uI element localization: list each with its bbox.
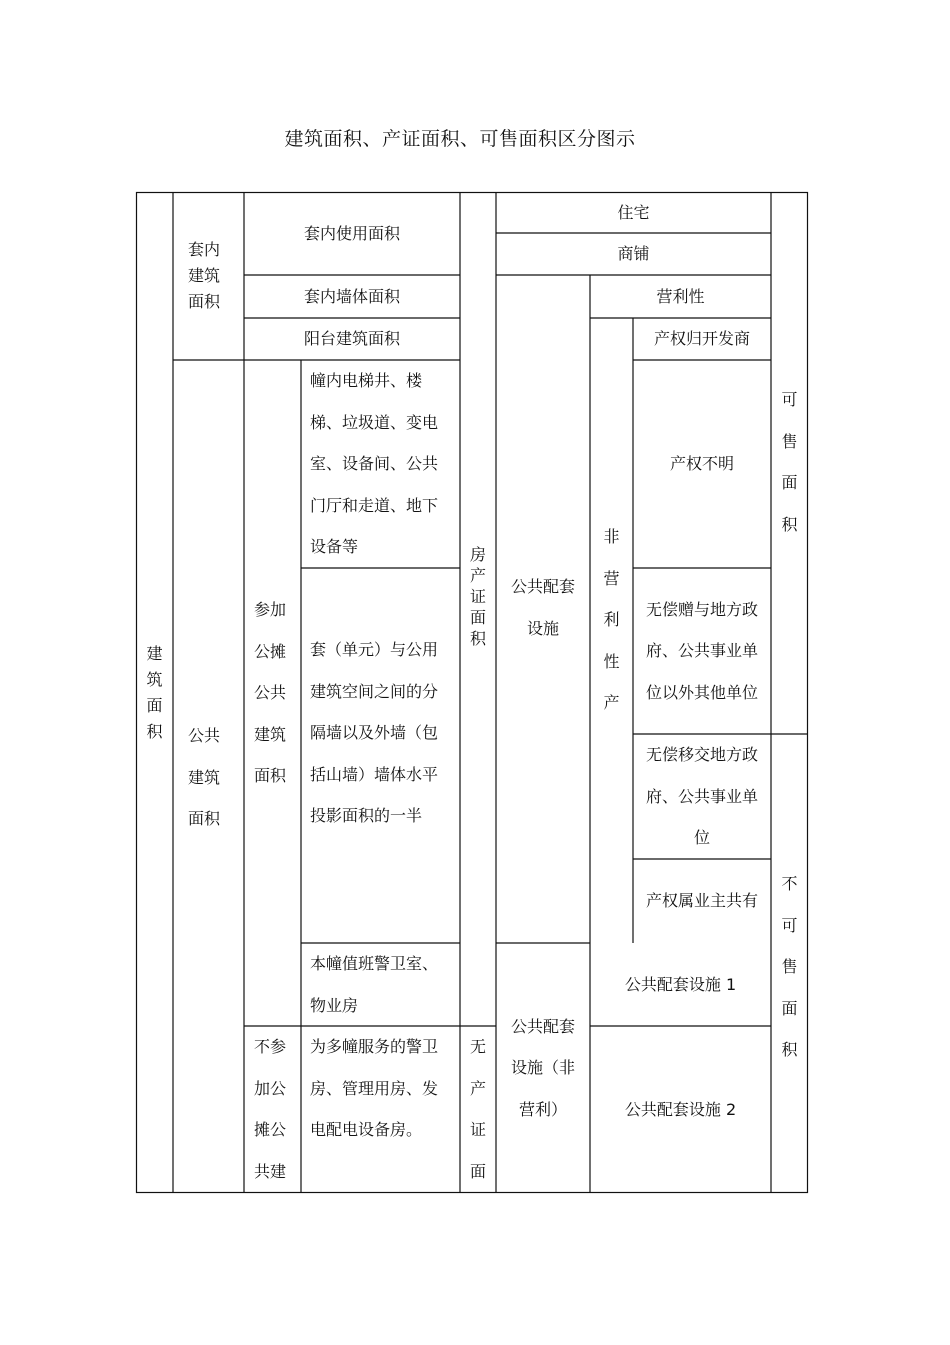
cell-saleable-area: 可售面积 — [781, 390, 798, 534]
cell-non-profit: 非营利性产 — [603, 527, 620, 713]
cell-owned-by-developer: 产权归开发商 — [653, 329, 750, 349]
cell-unit-building-area: 套内建筑面积 — [187, 240, 220, 311]
cell-balcony-area: 阳台建筑面积 — [303, 329, 400, 349]
page-title: 建筑面积、产证面积、可售面积区分图示 — [284, 128, 636, 150]
cell-public-facilities-1: 公共配套设施 1 — [624, 974, 737, 994]
cell-unit-usable-area: 套内使用面积 — [303, 223, 400, 243]
cell-property-certificate-area: 房产证面积 — [469, 545, 486, 648]
cell-owners-shared: 产权属业主共有 — [646, 891, 759, 911]
cell-multi-building-service: 为多幢服务的警卫房、管理用房、发电配电设备房。 — [310, 1037, 439, 1140]
cell-shops: 商铺 — [617, 244, 650, 264]
cell-public-supporting-facilities: 公共配套设施 — [510, 577, 575, 638]
cell-for-profit: 营利性 — [656, 286, 705, 306]
cell-partition-wall-half: 套（单元）与公用建筑空间之间的分隔墙以及外墙（包括山墙）墙体水平投影面积的一半 — [310, 640, 439, 826]
cell-unit-wall-area: 套内墙体面积 — [303, 286, 400, 306]
cell-public-building-area: 公共建筑面积 — [187, 726, 220, 829]
cell-no-certificate-area: 无产证面 — [469, 1037, 486, 1181]
cell-building-area: 建筑面积 — [146, 643, 163, 741]
cell-non-saleable-area: 不可售面积 — [781, 874, 798, 1060]
cell-residential: 住宅 — [617, 202, 650, 222]
cell-public-facilities-nonprofit: 公共配套设施（非营利） — [510, 1016, 575, 1119]
cell-transferred-government: 无偿移交地方政府、公共事业单位 — [646, 745, 759, 848]
cell-donated-other-units: 无偿赠与地方政府、公共事业单位以外其他单位 — [646, 599, 759, 702]
cell-ownership-unclear: 产权不明 — [669, 454, 734, 474]
cell-public-facilities-2: 公共配套设施 2 — [624, 1099, 737, 1119]
area-classification-table — [136, 192, 808, 1193]
cell-non-shared-public: 不参加公摊公共建 — [253, 1037, 286, 1181]
cell-shared-public-area: 参加公摊公共建筑面积 — [253, 600, 286, 786]
cell-building-internal-facilities: 幢内电梯井、楼梯、垃圾道、变电室、设备间、公共门厅和走道、地下设备等 — [310, 371, 439, 557]
cell-guard-property-room: 本幢值班警卫室、物业房 — [310, 954, 439, 1015]
